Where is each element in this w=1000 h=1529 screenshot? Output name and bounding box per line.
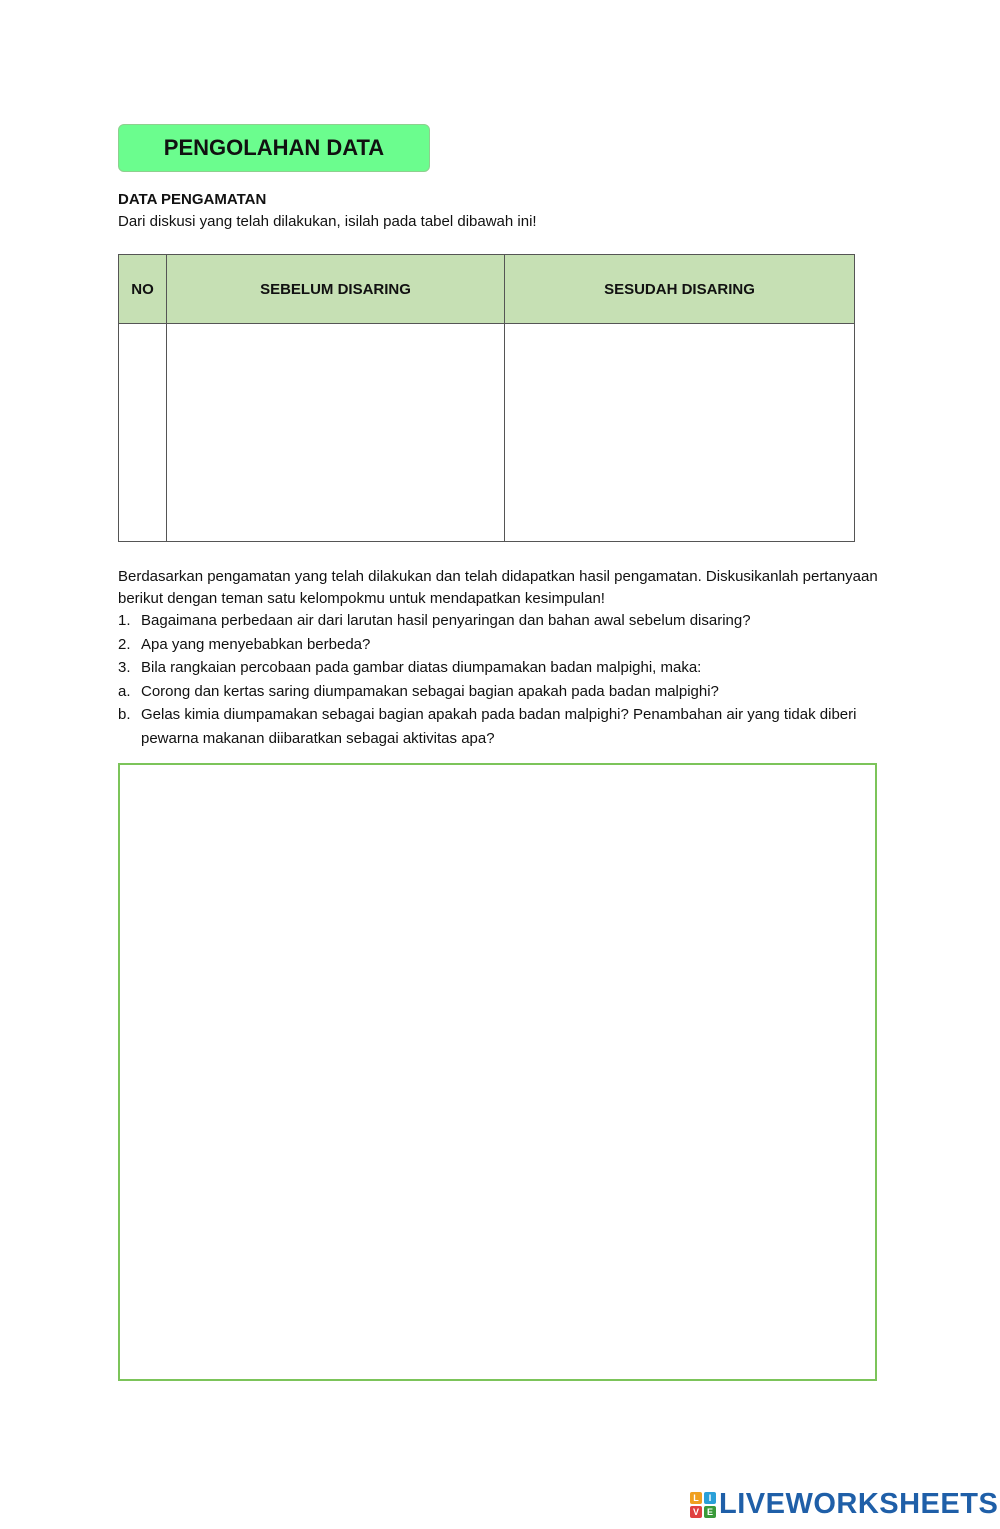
question-label: a. — [118, 682, 131, 700]
question-list — [118, 609, 888, 750]
cell-after[interactable] — [505, 324, 855, 542]
logo-block: L — [690, 1492, 702, 1504]
question-label: 2. — [118, 635, 131, 653]
list-item — [118, 633, 888, 657]
question-label: b. — [118, 706, 131, 723]
list-item — [118, 609, 888, 633]
logo-block: V — [690, 1506, 702, 1518]
logo-block: E — [704, 1506, 716, 1518]
brand-name: LIVEWORKSHEETS — [719, 1488, 999, 1520]
liveworksheets-logo — [690, 1488, 998, 1521]
cell-before[interactable] — [167, 324, 505, 542]
question-text: Bila rangkaian percobaan pada gambar diatas diumpamakan badan malpighi, maka: — [141, 659, 702, 676]
logo-blocks-icon — [690, 1492, 716, 1518]
column-header-after: SESUDAH DISARING — [505, 255, 855, 324]
question-text: Gelas kimia diumpamakan sebagai bagian apakah pada badan malpighi? Penambahan air yang tidak diberi pewarna makanan diibaratkan sebagai aktivitas apa? — [141, 706, 857, 747]
question-label: 1. — [118, 612, 131, 629]
table-row — [119, 324, 855, 542]
question-label: 3. — [118, 659, 131, 676]
page-title: PENGOLAHAN DATA — [118, 124, 430, 172]
question-text: Bagaimana perbedaan air dari larutan hasil penyaringan dan bahan awal sebelum disaring? — [141, 612, 751, 629]
question-text: Apa yang menyebabkan berbeda? — [141, 635, 371, 653]
answer-text-area[interactable] — [118, 763, 877, 1381]
section-heading: DATA PENGAMATAN — [118, 191, 267, 208]
column-header-before: SEBELUM DISARING — [167, 255, 505, 324]
question-text: Corong dan kertas saring diumpamakan sebagai bagian apakah pada badan malpighi? — [141, 682, 719, 700]
observation-table — [118, 254, 855, 542]
section-instruction: Dari diskusi yang telah dilakukan, isilah pada tabel dibawah ini! — [118, 213, 537, 230]
list-item — [118, 703, 888, 750]
table-header-row — [119, 255, 855, 324]
column-header-no: NO — [119, 255, 167, 324]
cell-no[interactable] — [119, 324, 167, 542]
list-item — [118, 656, 888, 680]
logo-block: I — [704, 1492, 716, 1504]
list-item — [118, 680, 888, 704]
discussion-intro: Berdasarkan pengamatan yang telah dilakukan dan telah didapatkan hasil pengamatan. Diskusikanlah pertanyaan berikut dengan teman satu kelompokmu untuk mendapatkan kesimpulan! — [118, 568, 878, 607]
